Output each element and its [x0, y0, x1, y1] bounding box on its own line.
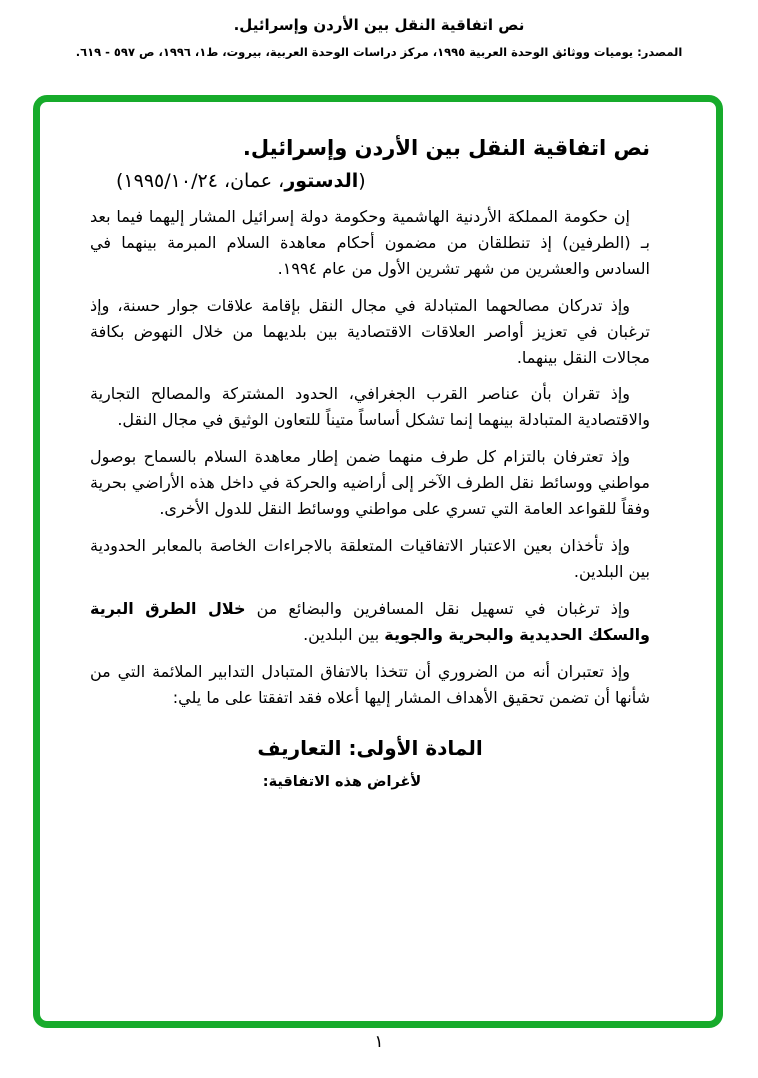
- document-title: نص اتفاقية النقل بين الأردن وإسرائيل.: [242, 136, 650, 160]
- page-number: ١: [374, 1032, 384, 1052]
- document-frame: [33, 95, 723, 1028]
- document-paragraph: [90, 444, 650, 522]
- page-header: [0, 16, 758, 59]
- text-segment: إن حكومة المملكة الأردنية الهاشمية وحكومة دولة إسرائيل المشار إليهما فيما بعد بـ (الطرفين) إذ تنطلقان من مضمون أحكام معاهدة السلام المبرمة بينهما في السادس والعشرين من شهر تشرين الأول من عام ١٩٩٤.: [90, 207, 650, 278]
- text-segment: (: [358, 170, 366, 192]
- page-header-title: نص اتفاقية النقل بين الأردن وإسرائيل.: [233, 16, 525, 34]
- text-segment: وإذ تأخذان بعين الاعتبار الاتفاقيات المتعلقة بالاجراءات الخاصة بالمعابر الحدودية بين البلدين.: [90, 535, 650, 581]
- document-paragraph: [90, 533, 650, 585]
- document-paragraph: [90, 596, 650, 648]
- article-subheading: لأغراض هذه الاتفاقية:: [262, 774, 422, 791]
- text-segment: وإذ تعتبران أنه من الضروري أن تتخذا بالاتفاق المتبادل التدابير الملائمة التي من شأنها أن تضمن تحقيق الأهداف المشار إليها أعلاه فقد اتفقتا على ما يلي:: [90, 661, 650, 707]
- text-segment: بين البلدين.: [303, 624, 385, 644]
- document-paragraph: [90, 659, 650, 711]
- document-paragraph: [90, 293, 650, 371]
- document-paragraph: [90, 204, 650, 282]
- article-heading: المادة الأولى: التعاريف: [257, 736, 483, 761]
- text-segment: وإذ تدركان مصالحهما المتبادلة في مجال النقل بإقامة علاقات جوار حسنة، وإذ ترغبان في تعزيز أواصر العلاقات الاقتصادية بين بلديهما من خلال النهوض بكافة مجالات النقل بينهما.: [90, 295, 650, 367]
- document-body: [40, 102, 716, 790]
- text-segment: وإذ ترغبان في تسهيل نقل المسافرين والبضائع من: [245, 598, 630, 618]
- document-paragraph: [90, 381, 650, 433]
- text-segment: وإذ تقران بأن عناصر القرب الجغرافي، الحدود المشتركة والمصالح التجارية والاقتصادية المتبادلة بينهما إنما تشكل أساساً متيناً للتعاون الوثيق في مجال النقل.: [90, 384, 650, 430]
- text-segment: ، عمان، ٢٤/‏١٠/‏١٩٩٥): [116, 170, 285, 192]
- document-paragraphs: [90, 204, 650, 710]
- document-dateline: [90, 170, 650, 192]
- page-header-source: المصدر: يوميات ووثائق الوحدة العربية ١٩٩٥، مركز دراسات الوحدة العربية، بيروت، ط١، ١٩٩٦، ص ٥٩٧ - ٦١٩.: [75, 45, 683, 59]
- text-segment: وإذ تعترفان بالتزام كل طرف منهما ضمن إطار معاهدة السلام بالسماح بوصول مواطني ووسائط نقل الطرف الآخر إلى أراضيه والحركة في داخل هذه الأراضي بحرية وفقاً للقواعد العامة التي تسري على مواطني ووسائط النقل للدول الأخرى.: [90, 447, 650, 519]
- text-segment: خلال الطرق البرية والسكك الحديدية والبحرية والجوية: [90, 598, 650, 644]
- text-segment: الدستور: [284, 170, 359, 192]
